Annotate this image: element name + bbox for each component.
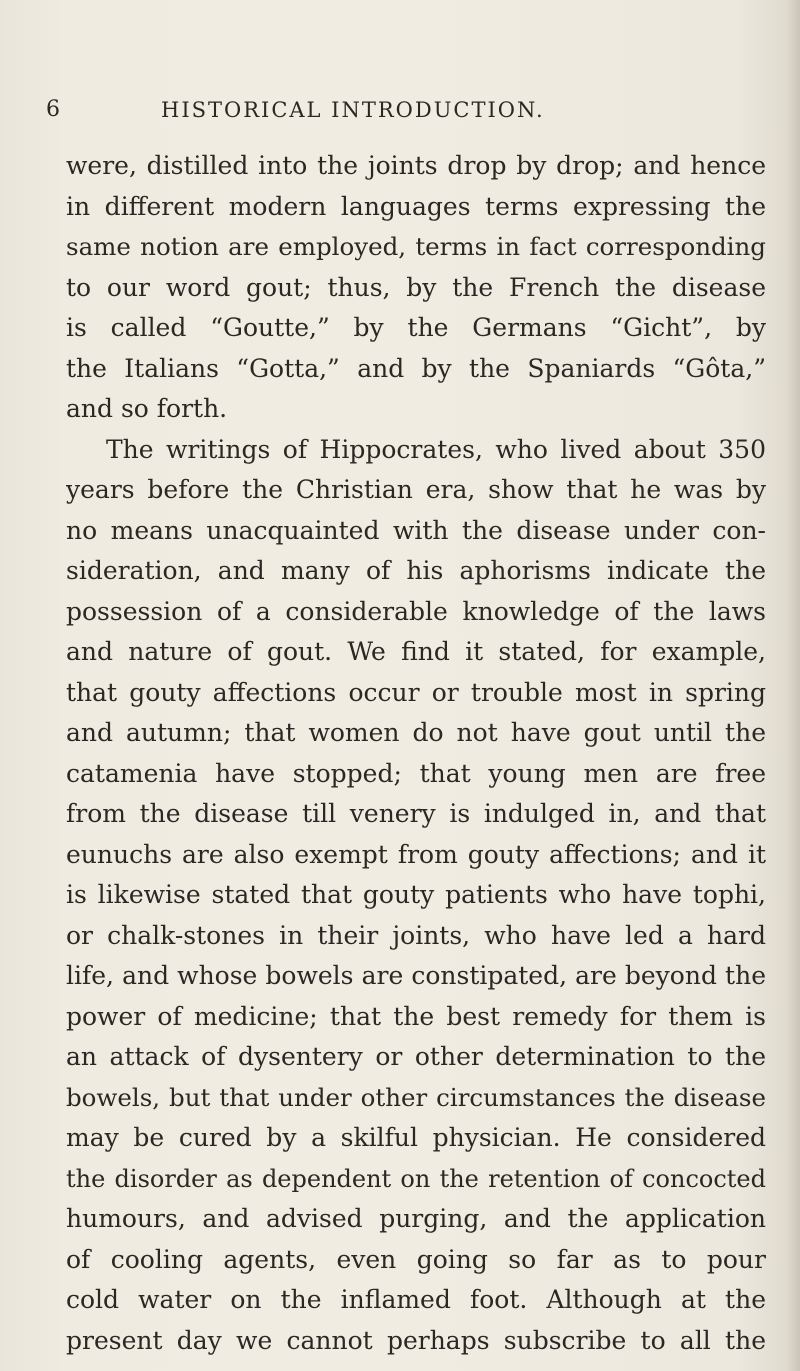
text-line: humours, and advised purging, and the application — [66, 1204, 766, 1233]
text-line: or chalk-stones in their joints, who have led a hard — [66, 920, 766, 950]
text-line: no means unacquainted with the disease under con- — [66, 515, 766, 545]
text-line: catamenia have stopped; that young men are free — [66, 758, 766, 788]
text-line: an attack of dysentery or other determination to the — [66, 1042, 766, 1071]
text-line: same notion are employed, terms in fact corresponding — [66, 232, 766, 261]
text-line: is likewise stated that gouty patients who have tophi, — [66, 880, 766, 909]
text-line: from the disease till venery is indulged in, and that — [66, 799, 766, 828]
text-line: is called “Goutte,” by the Germans “Gicht”, by — [66, 313, 766, 342]
text-line: may be cured by a skilful physician. He considered — [66, 1123, 766, 1152]
text-line: the Italians “Gotta,” and by the Spaniards “Gôta,” — [66, 353, 766, 383]
text-line: of cooling agents, even going so far as to pour — [66, 1244, 766, 1274]
text-line: and nature of gout. We find it stated, for example, — [66, 637, 766, 666]
text-line: present day we cannot perhaps subscribe to all the — [66, 1325, 766, 1355]
text-line: to our word gout; thus, by the French the disease — [66, 272, 766, 302]
text-line: possession of a considerable knowledge of the laws — [66, 596, 766, 626]
text-line: the disorder as dependent on the retention of concocted — [66, 1164, 766, 1193]
page-number: 6 — [46, 97, 61, 122]
text-line: sideration, and many of his aphorisms indicate the — [66, 556, 766, 585]
text-line: bowels, but that under other circumstances the disease — [66, 1082, 766, 1112]
page-header — [46, 97, 766, 127]
text-line: The writings of Hippocrates, who lived about 350 — [106, 434, 766, 464]
text-line: cold water on the inflamed foot. Although at the — [66, 1285, 766, 1314]
page-edge-shadow — [786, 0, 800, 1371]
text-line: and so forth. — [66, 394, 228, 423]
body-text — [66, 146, 766, 1361]
text-line: eunuchs are also exempt from gouty affections; and it — [66, 839, 766, 869]
text-line: that gouty affections occur or trouble most in spring — [66, 677, 766, 707]
text-line: power of medicine; that the best remedy for them is — [66, 1001, 766, 1031]
text-line: were, distilled into the joints drop by drop; and hence — [66, 151, 766, 180]
running-head: HISTORICAL INTRODUCTION. — [161, 98, 545, 122]
text-line: and autumn; that women do not have gout until the — [66, 718, 766, 747]
text-line: years before the Christian era, show that he was by — [66, 475, 766, 504]
text-line: life, and whose bowels are constipated, are beyond the — [66, 961, 766, 990]
text-line: in different modern languages terms expressing the — [66, 191, 766, 221]
